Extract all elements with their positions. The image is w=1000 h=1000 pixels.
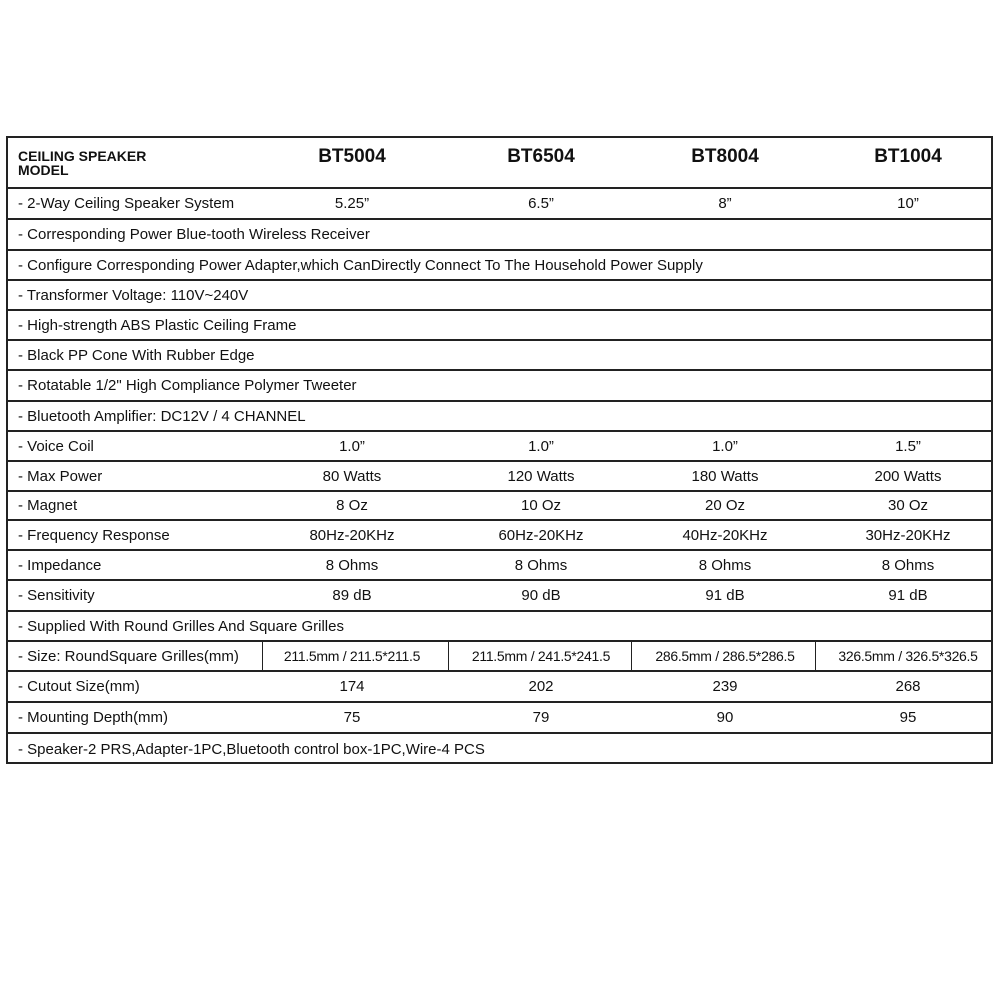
row-value: 1.5” xyxy=(895,437,921,455)
spec-table xyxy=(6,136,993,764)
table-row xyxy=(8,220,991,251)
table-row xyxy=(8,371,991,402)
row-label: - Supplied With Round Grilles And Square Grilles xyxy=(18,617,344,635)
table-header-row xyxy=(8,138,991,189)
row-value: 91 dB xyxy=(705,587,745,604)
row-value: 80Hz-20KHz xyxy=(309,526,395,544)
table-row xyxy=(8,642,991,672)
row-label: - Black PP Cone With Rubber Edge xyxy=(18,346,255,364)
row-value: 211.5mm / 241.5*241.5 xyxy=(471,648,611,664)
row-value: 10” xyxy=(897,195,919,212)
row-label: - Speaker-2 PRS,Adapter-1PC,Bluetooth control box-1PC,Wire-4 PCS xyxy=(18,740,485,758)
row-value: 1.0” xyxy=(712,437,738,455)
row-label: - Frequency Response xyxy=(18,526,170,544)
column-divider xyxy=(815,642,816,670)
row-value: 8” xyxy=(718,195,732,212)
table-row xyxy=(8,612,991,642)
table-row xyxy=(8,402,991,432)
table-row xyxy=(8,311,991,341)
row-value: 174 xyxy=(339,678,365,695)
row-value: 286.5mm / 286.5*286.5 xyxy=(655,648,795,664)
row-value: 40Hz-20KHz xyxy=(682,526,768,544)
table-row xyxy=(8,341,991,371)
header-label-line1: CEILING SPEAKER xyxy=(18,147,147,164)
row-label: - Configure Corresponding Power Adapter,which CanDirectly Connect To The Household Power Supply xyxy=(18,256,703,274)
row-label: - Transformer Voltage: 110V~240V xyxy=(18,286,249,304)
row-value: 326.5mm / 326.5*326.5 xyxy=(838,648,978,664)
row-value: 80 Watts xyxy=(322,467,382,485)
column-divider xyxy=(262,642,263,670)
row-value: 30Hz-20KHz xyxy=(865,526,951,544)
table-row xyxy=(8,581,991,612)
row-value: 6.5” xyxy=(528,195,554,212)
table-row xyxy=(8,189,991,220)
row-label: - High-strength ABS Plastic Ceiling Frame xyxy=(18,316,297,334)
row-value: 30 Oz xyxy=(887,497,929,514)
row-value: 90 xyxy=(716,709,734,726)
row-value: 268 xyxy=(895,678,921,695)
model-header: BT6504 xyxy=(507,146,575,167)
row-value: 95 xyxy=(899,709,917,726)
column-divider xyxy=(631,642,632,670)
row-value: 1.0” xyxy=(339,437,365,455)
row-label: - Sensitivity xyxy=(18,587,95,604)
row-value: 5.25” xyxy=(334,195,370,212)
row-value: 120 Watts xyxy=(507,467,575,485)
model-header: BT1004 xyxy=(874,146,942,167)
row-label: - Bluetooth Amplifier: DC12V / 4 CHANNEL xyxy=(18,407,306,425)
table-row xyxy=(8,462,991,492)
header-label xyxy=(18,138,146,187)
table-row xyxy=(8,251,991,281)
row-value: 180 Watts xyxy=(691,467,759,485)
row-value: 8 Oz xyxy=(336,497,368,514)
row-value: 211.5mm / 211.5*211.5 xyxy=(283,648,421,664)
row-label: - Max Power xyxy=(18,467,103,485)
row-value: 91 dB xyxy=(888,587,928,604)
row-label: - Impedance xyxy=(18,556,102,574)
row-value: 8 Ohms xyxy=(514,556,568,574)
row-label: - Corresponding Power Blue-tooth Wireless Receiver xyxy=(18,226,370,243)
table-row xyxy=(8,281,991,311)
header-label-line2: MODEL xyxy=(18,161,69,178)
row-label: - Cutout Size(mm) xyxy=(18,678,140,695)
table-row xyxy=(8,672,991,703)
row-value: 8 Ohms xyxy=(698,556,752,574)
row-label: - 2-Way Ceiling Speaker System xyxy=(18,195,235,212)
row-label: - Magnet xyxy=(18,497,78,514)
row-label: - Voice Coil xyxy=(18,437,94,455)
model-header: BT5004 xyxy=(318,146,386,167)
row-label: - Rotatable 1/2" High Compliance Polymer Tweeter xyxy=(18,377,357,394)
row-value: 200 Watts xyxy=(874,467,942,485)
table-row xyxy=(8,734,991,764)
row-value: 202 xyxy=(528,678,554,695)
row-value: 60Hz-20KHz xyxy=(498,526,584,544)
row-value: 1.0” xyxy=(528,437,554,455)
table-row xyxy=(8,521,991,551)
table-row xyxy=(8,703,991,734)
row-label: - Size: RoundSquare Grilles(mm) xyxy=(18,647,239,665)
row-value: 89 dB xyxy=(332,587,372,604)
row-value: 75 xyxy=(343,709,361,726)
row-value: 10 Oz xyxy=(520,497,562,514)
row-value: 239 xyxy=(712,678,738,695)
column-divider xyxy=(448,642,449,670)
row-value: 8 Ohms xyxy=(325,556,379,574)
row-value: 20 Oz xyxy=(704,497,746,514)
table-row xyxy=(8,432,991,462)
row-label: - Mounting Depth(mm) xyxy=(18,709,169,726)
table-row xyxy=(8,492,991,521)
model-header: BT8004 xyxy=(691,146,759,167)
table-row xyxy=(8,551,991,581)
row-value: 8 Ohms xyxy=(881,556,935,574)
row-value: 90 dB xyxy=(521,587,561,604)
row-value: 79 xyxy=(532,709,550,726)
